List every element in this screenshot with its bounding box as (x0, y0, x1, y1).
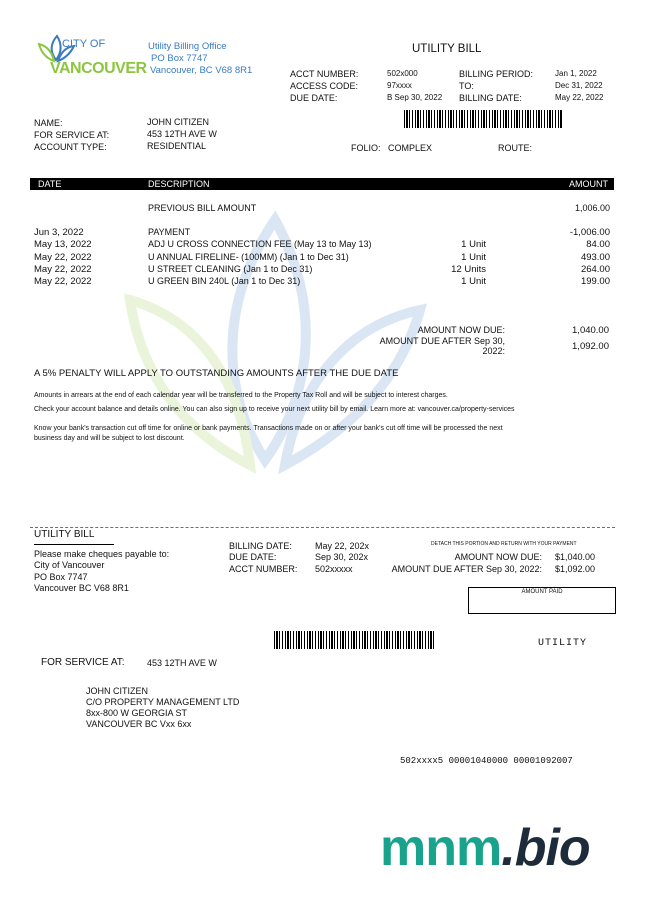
name-label: NAME: (34, 118, 63, 128)
barcode-stub (274, 631, 434, 649)
amount-paid-label: AMOUNT PAID (521, 589, 563, 595)
amount-paid-box[interactable] (468, 587, 616, 614)
row-description: U ANNUAL FIRELINE- (100MM) (Jan 1 to Dec 31) (148, 251, 349, 262)
utility-tag: UTILITY (538, 638, 588, 649)
payable-line1: Please make cheques payable to: (34, 549, 170, 559)
row-description: U GREEN BIN 240L (Jan 1 to Dec 31) (148, 276, 301, 287)
doc-title: UTILITY BILL (412, 43, 482, 55)
row-description: U STREET CLEANING (Jan 1 to Dec 31) (148, 263, 313, 274)
stub-after-due-label: AMOUNT DUE AFTER Sep 30, 2022: (391, 564, 542, 574)
mail-addr-line3: 8xx-800 W GEORGIA ST (86, 708, 188, 718)
row-date: May 22, 2022 (34, 276, 92, 288)
service-address: 453 12TH AVE W (147, 129, 217, 139)
table-row (0, 239, 645, 251)
office-line3: Vancouver, BC V68 8R1 (150, 65, 253, 76)
payable-line3: PO Box 7747 (34, 572, 88, 582)
row-date: May 13, 2022 (34, 239, 92, 251)
billing-to: Dec 31, 2022 (555, 81, 603, 90)
stub-title-rule (34, 544, 114, 545)
brand-part2: .bio (501, 819, 590, 877)
route-label: ROUTE: (498, 143, 533, 153)
account-type-label: ACCOUNT TYPE: (34, 142, 107, 152)
acct-number: 502x000 (387, 69, 418, 78)
after-due-label-1: AMOUNT DUE AFTER Sep 30, (379, 336, 505, 346)
barcode-top (404, 110, 562, 128)
stub-acct-label: ACCT NUMBER: (229, 564, 298, 574)
row-amount: 493.00 (580, 251, 610, 263)
row-qty: 12 Units (451, 263, 486, 275)
mail-addr-line4: VANCOUVER BC Vxx 6xx (86, 719, 192, 729)
bank-notice-1: Know your bank's transaction cut off time for online or bank payments. Transactions made on or after your bank's cut off time will be processed the next (34, 425, 503, 432)
row-amount: 199.00 (580, 276, 610, 288)
stub-due-date: Sep 30, 202x (315, 552, 369, 562)
stub-due-date-label: DUE DATE: (229, 552, 277, 562)
table-row (0, 227, 645, 239)
arrears-notice: Amounts in arrears at the end of each calendar year will be transferred to the Property Tax Roll and will be subject to interest charges. (34, 392, 448, 399)
row-date: Jun 3, 2022 (34, 227, 84, 238)
mail-addr-line2: C/O PROPERTY MANAGEMENT LTD (86, 697, 240, 707)
payable-line2: City of Vancouver (34, 560, 105, 570)
row-description: ADJ U CROSS CONNECTION FEE (May 13 to May 13) (148, 239, 372, 250)
after-due-amount: 1,092.00 (572, 341, 609, 352)
table-row (0, 264, 645, 276)
due-date: B Sep 30, 2022 (387, 93, 443, 102)
brand-part1: mnm (380, 819, 502, 877)
row-amount: 84.00 (586, 239, 610, 251)
office-line2: PO Box 7747 (151, 53, 208, 64)
online-notice: Check your account balance and details online. You can also sign up to receive your next utility bill by email. Learn more at: vancouver.ca/property-services (34, 406, 515, 413)
billing-period-label: BILLING PERIOD: (459, 69, 534, 79)
stub-acct: 502xxxxx (315, 564, 353, 574)
now-due-amount: 1,040.00 (572, 325, 609, 336)
folio-label: FOLIO: (351, 143, 381, 153)
due-date-label: DUE DATE: (290, 93, 338, 103)
bank-notice-2: business day and will be subject to lost discount. (34, 435, 185, 442)
to-label: TO: (459, 81, 474, 91)
stub-service: 453 12TH AVE W (147, 658, 217, 668)
col-amount: AMOUNT (569, 179, 608, 189)
stub-service-label: FOR SERVICE AT: (41, 657, 125, 668)
billing-period: Jan 1, 2022 (555, 69, 597, 78)
acct-number-label: ACCT NUMBER: (290, 69, 359, 79)
row-description: PAYMENT (148, 227, 191, 237)
stub-title: UTILITY BILL (34, 529, 95, 540)
penalty-notice: A 5% PENALTY WILL APPLY TO OUTSTANDING AMOUNTS AFTER THE DUE DATE (34, 368, 399, 379)
table-row (0, 252, 645, 264)
col-description: DESCRIPTION (148, 179, 210, 189)
account-type: RESIDENTIAL (147, 141, 207, 151)
logo-vancouver: VANCOUVER (50, 60, 147, 77)
now-due-label: AMOUNT NOW DUE: (417, 325, 505, 335)
brand-logo (380, 818, 590, 878)
previous-bill-label: PREVIOUS BILL AMOUNT (148, 203, 257, 213)
col-date: DATE (38, 179, 62, 189)
billing-date-label: BILLING DATE: (459, 93, 522, 103)
service-label: FOR SERVICE AT: (34, 130, 110, 140)
stub-now-due: $1,040.00 (555, 552, 596, 562)
access-code: 97xxxx (387, 81, 412, 90)
detach-instruction: DETACH THIS PORTION AND RETURN WITH YOUR PAYMENT (431, 541, 577, 547)
stub-billing-date-label: BILLING DATE: (229, 541, 292, 551)
after-due-label-2: 2022: (482, 346, 505, 356)
folio: COMPLEX (388, 143, 433, 153)
row-amount: -1,006.00 (569, 227, 610, 238)
row-amount: 264.00 (580, 263, 610, 275)
detach-line (30, 527, 615, 528)
row-date: May 22, 2022 (34, 251, 92, 263)
row-date: May 22, 2022 (34, 263, 92, 275)
access-code-label: ACCESS CODE: (290, 81, 359, 91)
office-line1: Utility Billing Office (148, 41, 227, 52)
table-row (0, 276, 645, 288)
customer-name: JOHN CITIZEN (147, 117, 209, 127)
row-qty: 1 Unit (461, 239, 486, 251)
billing-date: May 22, 2022 (555, 93, 604, 102)
payable-line4: Vancouver BC V68 8R1 (34, 583, 129, 593)
stub-now-due-label: AMOUNT NOW DUE: (454, 552, 542, 562)
previous-bill-amount: 1,006.00 (574, 203, 610, 213)
mail-addr-line1: JOHN CITIZEN (86, 686, 148, 696)
scanline: 502xxxx5 00001040000 00001092007 (400, 756, 573, 766)
row-qty: 1 Unit (461, 251, 486, 263)
table-header (30, 178, 614, 190)
stub-billing-date: May 22, 202x (315, 541, 370, 551)
logo-city-of: CITY OF (62, 38, 106, 50)
row-qty: 1 Unit (461, 276, 486, 288)
stub-after-due: $1,092.00 (555, 564, 596, 574)
